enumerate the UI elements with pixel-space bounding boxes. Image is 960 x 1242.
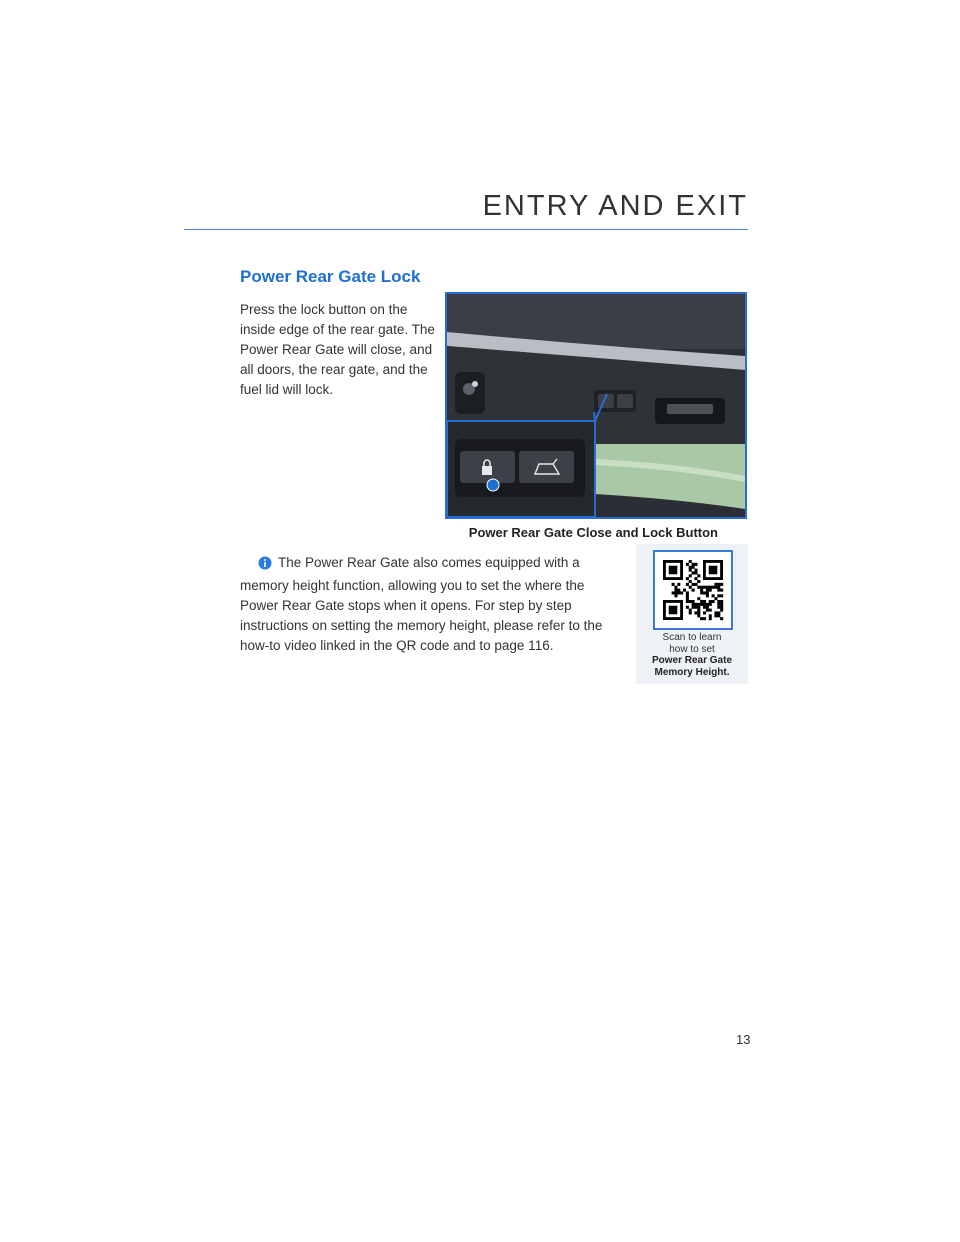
rear-gate-photo	[445, 292, 747, 519]
memory-note	[240, 553, 625, 656]
rear-gate-button	[519, 451, 574, 483]
qr-panel	[636, 544, 748, 684]
qr-code[interactable]	[653, 550, 733, 630]
qr-caption-line-4: Memory Height.	[654, 666, 730, 678]
figure-caption: Power Rear Gate Close and Lock Button	[468, 525, 718, 540]
qr-caption	[636, 632, 748, 678]
qr-caption-line-2: how to set	[669, 643, 715, 655]
page-number: 13	[736, 1032, 751, 1047]
page-heading: Power Rear Gate Lock	[240, 267, 421, 286]
section-rule	[184, 229, 748, 230]
note-text: The Power Rear Gate also comes equipped with a memory height function, allowing you to set the where the Power Rear Gate stops when it opens. For step by step instructions on setting the memory height, please refer to the how-to video linked in the QR code and to page 116.	[240, 555, 603, 653]
qr-caption-line-3: Power Rear Gate	[651, 655, 733, 666]
section-title: ENTRY AND EXIT	[482, 190, 748, 222]
info-icon	[258, 556, 272, 576]
instructions-text: Press the lock button on the inside edge of the rear gate. The Power Rear Gate will close, and all doors, the rear gate, and the fuel lid will lock.	[240, 302, 435, 397]
qr-caption-line-1: Scan to learn	[662, 632, 722, 643]
